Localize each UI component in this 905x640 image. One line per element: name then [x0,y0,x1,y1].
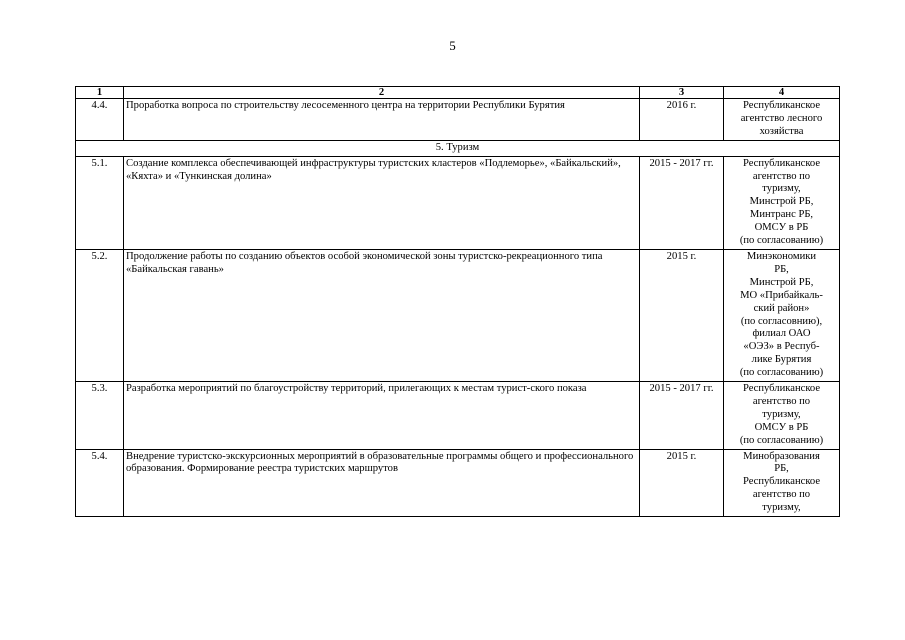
item-term: 2015 г. [640,449,724,517]
responsible-line: хозяйства [759,125,804,137]
item-number: 5.3. [76,382,124,450]
responsible-line: Минстрой РБ, [749,276,814,288]
responsible-line: (по согласованию) [739,367,824,379]
item-number: 4.4. [76,99,124,141]
responsible-line: туризму, [762,502,801,514]
responsible-line: «ОЭЗ» в Респуб- [743,341,820,353]
item-number: 5.4. [76,449,124,517]
responsible-line: Минстрой РБ, [749,196,814,208]
item-number: 5.2. [76,249,124,381]
table-row [76,99,840,141]
item-description: Разработка мероприятий по благоустройству территорий, прилегающих к местам турист-ского показа [124,382,640,450]
responsible-line: туризму, [762,408,801,420]
responsible-line: РБ, [774,263,789,275]
table-header-row [76,87,840,99]
column-header: 4 [724,87,840,99]
item-responsible [724,449,840,517]
responsible-line: Республиканское [742,157,821,169]
item-number: 5.1. [76,156,124,249]
responsible-line: Минобразования [743,450,820,462]
item-responsible [724,249,840,381]
table-row [76,382,840,450]
responsible-line: агентство по [752,395,811,407]
table-row [76,449,840,517]
table-row [76,156,840,249]
responsible-line: (по согласованию) [739,235,824,247]
table-row [76,249,840,381]
responsible-line: МО «Прибайкаль- [740,289,823,301]
responsible-line: туризму, [762,183,801,195]
responsible-line: ский район» [753,302,810,314]
responsible-line: РБ, [774,463,789,475]
item-description: Внедрение туристско-экскурсионных мероприятий в образовательные программы общего и профессионального образования. Формирование реестра туристских маршрутов [124,449,640,517]
column-header: 1 [76,87,124,99]
responsible-line: Республиканское [742,476,821,488]
item-term: 2015 - 2017 гг. [640,382,724,450]
column-header: 2 [124,87,640,99]
responsible-line: агентство лесного [740,112,823,124]
responsible-line: Минтранс РБ, [749,209,814,221]
responsible-line: филиал ОАО [752,328,811,340]
responsible-line: Республиканское [742,383,821,395]
responsible-line: (по согласованию) [739,434,824,446]
item-responsible [724,382,840,450]
item-description: Создание комплекса обеспечивающей инфраструктуры туристских кластеров «Подлеморье», «Байкальский», «Кяхта» и «Тункинская долина» [124,156,640,249]
responsible-line: (по согласовнию), [740,315,823,327]
responsible-line: ОМСУ в РБ [754,222,809,234]
page-number: 5 [449,38,456,53]
item-responsible [724,99,840,141]
responsible-line: Республиканское [742,100,821,111]
responsible-line: агентство по [752,170,811,182]
section-header-row [76,140,840,156]
item-description: Продолжение работы по созданию объектов особой экономической зоны туристско-рекреационного типа «Байкальская гавань» [124,249,640,381]
item-description: Проработка вопроса по строительству лесосеменного центра на территории Республики Бурятия [124,99,640,141]
responsible-line: ОМСУ в РБ [754,421,809,433]
responsible-line: агентство по [752,489,811,501]
section-title: 5. Туризм [76,140,840,156]
item-term: 2015 г. [640,249,724,381]
item-term: 2016 г. [640,99,724,141]
responsible-line: лике Бурятия [751,354,812,366]
measures-table [75,86,840,517]
column-header: 3 [640,87,724,99]
item-term: 2015 - 2017 гг. [640,156,724,249]
item-responsible [724,156,840,249]
responsible-line: Минэкономики [746,250,817,262]
